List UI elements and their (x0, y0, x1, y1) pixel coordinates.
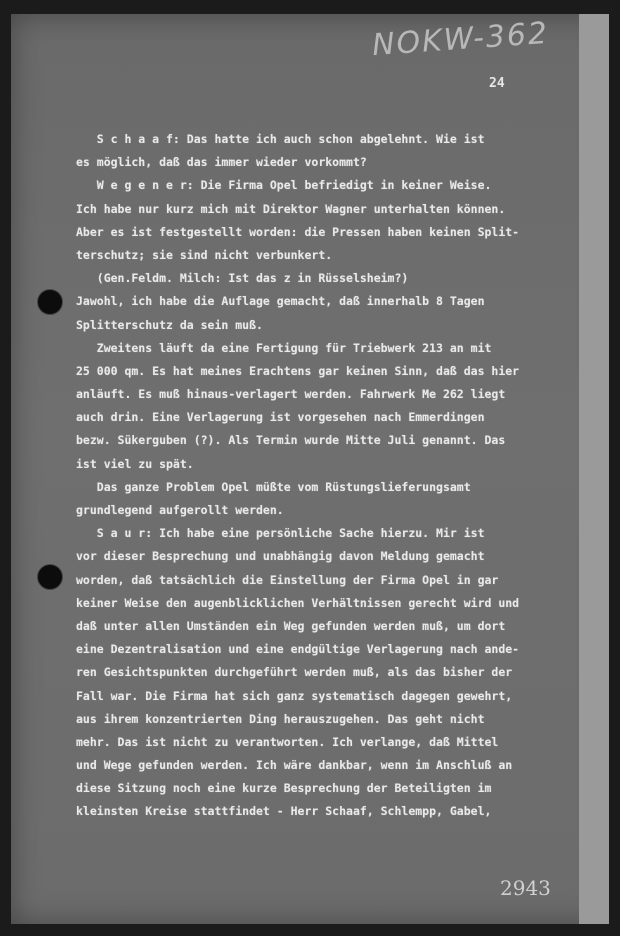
text-line: es möglich, daß das immer wieder vorkommt? (76, 155, 367, 170)
page-edge-strip (579, 14, 609, 924)
text-line: worden, daß tatsächlich die Einstellung der Firma Opel in gar (76, 572, 499, 587)
text-line: anläuft. Es muß hinaus-verlagert werden. Fahrwerk Me 262 liegt (76, 387, 506, 402)
text-line: Aber es ist festgestellt worden: die Pressen haben keinen Split- (76, 224, 520, 239)
text-line: Das ganze Problem Opel müßte vom Rüstungslieferungsamt (76, 479, 471, 494)
punch-hole (37, 564, 63, 590)
text-line: Ich habe nur kurz mich mit Direktor Wagner unterhalten können. (76, 201, 506, 216)
text-line: (Gen.Feldm. Milch: Ist das z in Rüsselsheim?) (76, 271, 409, 286)
text-line: S c h a a f: Das hatte ich auch schon abgelehnt. Wie ist (76, 132, 485, 146)
text-line: bezw. Sükerguben (?). Als Termin wurde Mitte Juli genannt. Das (76, 433, 506, 448)
text-line: und Wege gefunden werden. Ich wäre dankbar, wenn im Anschluß an (76, 758, 513, 773)
punch-hole (37, 289, 63, 315)
text-line: ist viel zu spät. (76, 456, 194, 471)
text-line: eine Dezentralisation und eine endgültige Verlagerung nach ande- (76, 642, 520, 657)
text-line: daß unter allen Umständen ein Weg gefunden werden muß, um dort (76, 618, 506, 633)
text-line: vor dieser Besprechung und unabhängig davon Meldung gemacht (76, 549, 485, 564)
text-line: 25 000 qm. Es hat meines Erachtens gar keinen Sinn, daß das hier (76, 363, 520, 378)
text-line: ren Gesichtspunkten durchgeführt werden muß, als das bisher der (76, 665, 513, 680)
text-line: Fall war. Die Firma hat sich ganz systematisch dagegen gewehrt, (76, 688, 513, 703)
text-line: diese Sitzung noch eine kurze Besprechung der Beteiligten im (76, 781, 492, 796)
text-line: W e g e n e r: Die Firma Opel befriedigt in keiner Weise. (76, 178, 492, 193)
text-line: keiner Weise den augenblicklichen Verhältnissen gerecht wird und (76, 595, 520, 610)
text-line: S a u r: Ich habe eine persönliche Sache hierzu. Mir ist (76, 526, 485, 541)
document-body (76, 128, 576, 824)
text-line: Splitterschutz da sein muß. (76, 317, 263, 332)
text-line: Jawohl, ich habe die Auflage gemacht, daß innerhalb 8 Tagen (76, 294, 485, 309)
handwritten-document-mark: NOKW-362 (370, 15, 551, 64)
text-line: kleinsten Kreise stattfindet - Herr Schaaf, Schlempp, Gabel, (76, 804, 492, 819)
text-line: aus ihrem konzentrierten Ding herauszugehen. Das geht nicht (76, 711, 485, 726)
text-line: auch drin. Eine Verlagerung ist vorgesehen nach Emmerdingen (76, 410, 485, 425)
text-line: grundlegend aufgerollt werden. (76, 503, 284, 517)
text-line: Zweitens läuft da eine Fertigung für Triebwerk 213 an mit (76, 340, 492, 355)
stamp-number: 2943 (500, 876, 551, 900)
text-line: mehr. Das ist nicht zu verantworten. Ich verlange, daß Mittel (76, 734, 499, 749)
page-number: 24 (489, 76, 505, 91)
text-line: terschutz; sie sind nicht verbunkert. (76, 247, 333, 262)
